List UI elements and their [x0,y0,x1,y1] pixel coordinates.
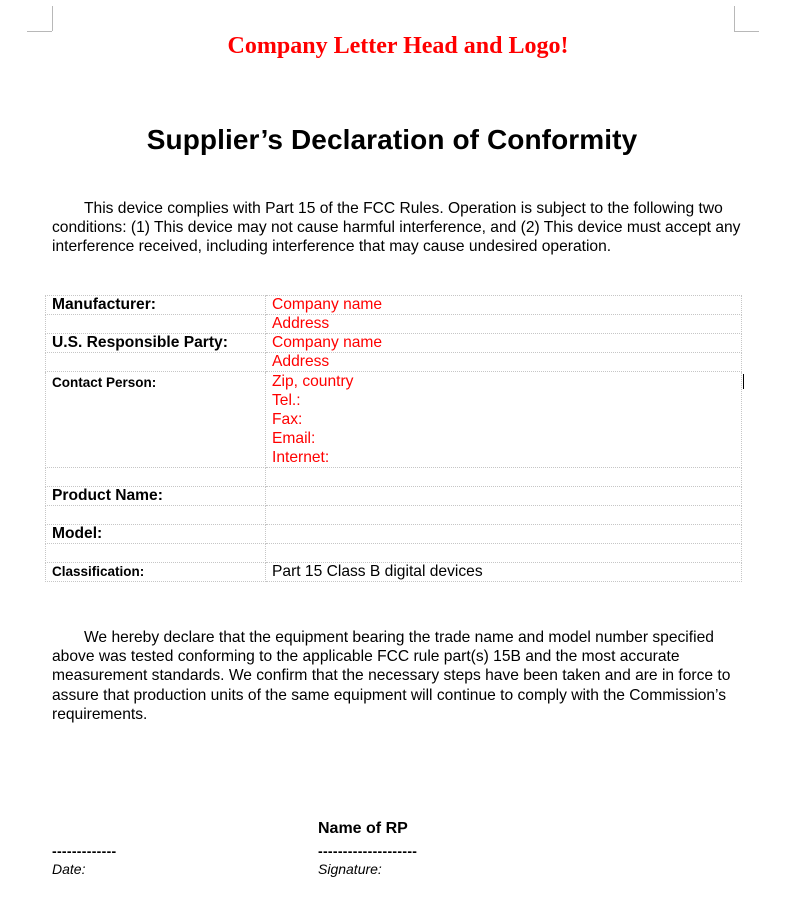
manufacturer-address: Address [266,315,742,334]
table-row [46,372,742,468]
margin-corner-mark [734,6,735,31]
declaration-table [45,295,742,582]
model-label: Model: [46,525,266,544]
responsible-party-label: U.S. Responsible Party: [46,334,266,353]
manufacturer-name: Company name [266,296,742,315]
responsible-party-name: Company name [266,334,742,353]
margin-corner-mark [734,31,759,32]
table-row [46,487,742,506]
responsible-party-address: Address [266,353,742,372]
contact-tel: Tel.: [272,392,301,409]
margin-corner-mark [52,6,53,31]
contact-fax: Fax: [272,411,303,428]
manufacturer-label: Manufacturer: [46,296,266,315]
table-row [46,315,742,334]
contact-details [266,372,742,468]
table-row [46,353,742,372]
intro-paragraph [52,199,742,257]
table-row [46,334,742,353]
declaration-text: We hereby declare that the equipment bearing the trade name and model number specified above was tested conforming to the applicable FCC rule part(s) 15B and the most accurate measurement standards. We confirm that the necessary steps have been taken and are in force to assure that production units of the same equipment will continue to comply with the Commission’s requirements. [52,629,731,723]
contact-zip: Zip, country [272,373,354,390]
table-row [46,506,742,525]
letterhead: Company Letter Head and Logo! [227,33,569,59]
rp-name: Name of RP [318,820,408,837]
model-value[interactable] [266,525,742,544]
document-title: Supplier’s Declaration of Conformity [146,124,638,155]
table-row [46,525,742,544]
classification-label: Classification: [46,563,266,582]
declaration-paragraph [52,628,742,724]
signature-label: Signature: [318,861,382,877]
contact-person-label: Contact Person: [46,372,266,468]
contact-internet: Internet: [272,449,330,466]
product-name-label: Product Name: [46,487,266,506]
table-row [46,563,742,582]
intro-text: This device complies with Part 15 of the FCC Rules. Operation is subject to the following two conditions: (1) This device may not cause harmful interference, and (2) This device must accept any interference received, including interference that may cause undesired operation. [52,200,741,256]
product-name-value[interactable] [266,487,742,506]
table-row [46,468,742,487]
date-line: ------------- [52,843,117,859]
text-cursor [743,374,744,389]
table-row [46,296,742,315]
signature-line: -------------------- [318,843,418,859]
classification-value: Part 15 Class B digital devices [266,563,742,582]
margin-corner-mark [27,31,52,32]
table-row [46,544,742,563]
date-label: Date: [52,861,86,877]
contact-email: Email: [272,430,316,447]
